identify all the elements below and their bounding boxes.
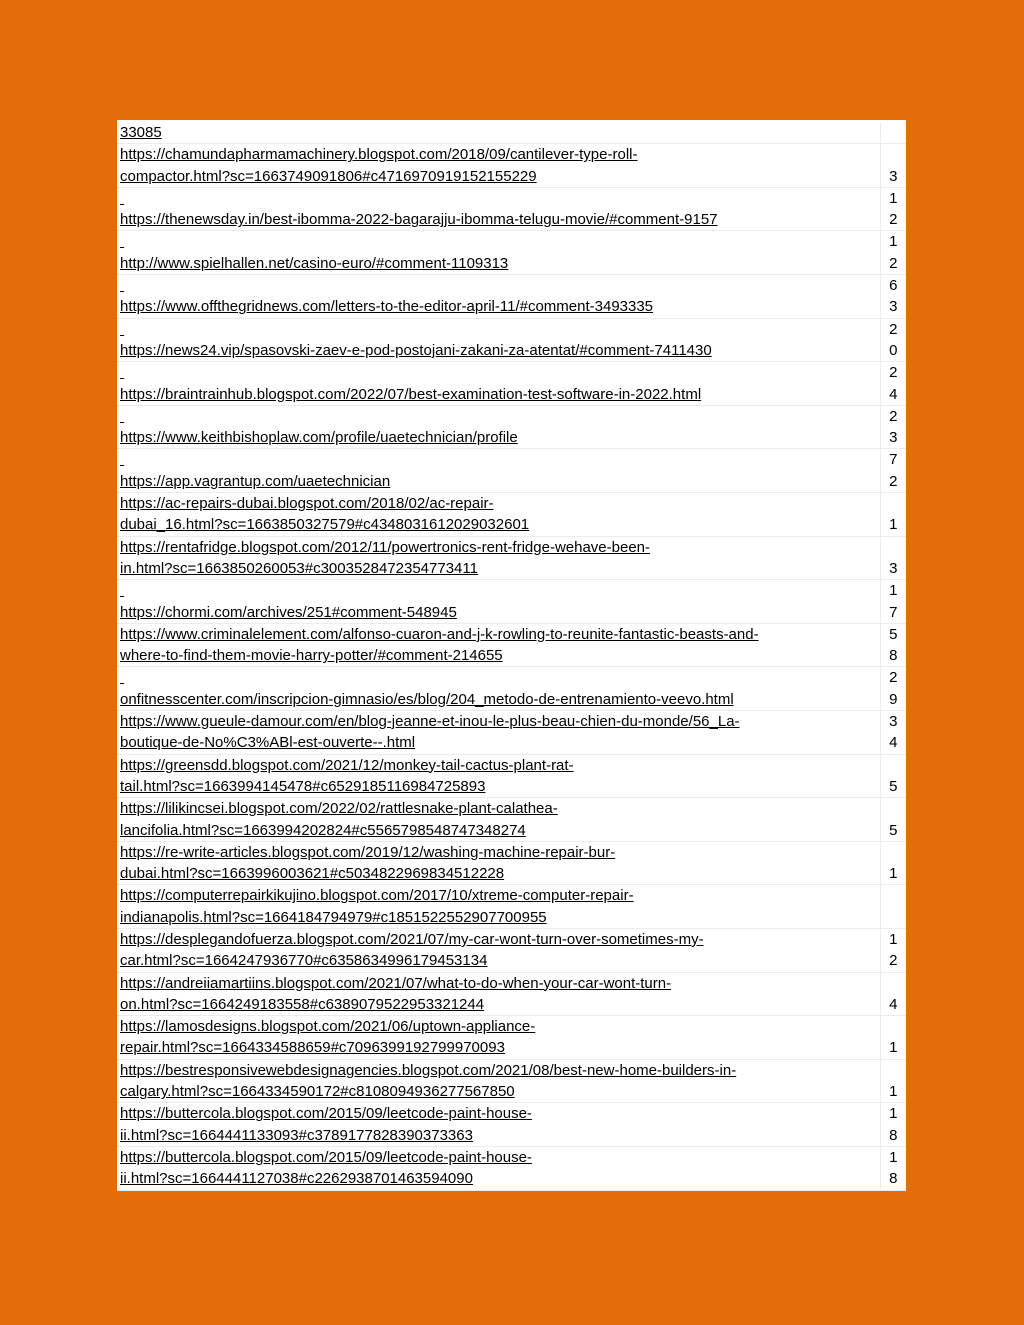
table-row bbox=[117, 841, 906, 885]
url-link[interactable]: https://computerrepairkikujino.blogspot.com/2017/10/xtreme-computer-repair- bbox=[120, 887, 634, 905]
url-cell bbox=[117, 1103, 880, 1147]
url-link[interactable]: https://andreiiamartiins.blogspot.com/2021/07/what-to-do-when-your-car-wont-turn- bbox=[120, 974, 672, 992]
url-link[interactable] bbox=[120, 580, 880, 601]
table-row bbox=[117, 972, 906, 1016]
url-link[interactable]: https://lilikincsei.blogspot.com/2022/02/rattlesnake-plant-calathea- bbox=[120, 800, 558, 818]
count-cell bbox=[880, 798, 906, 842]
count-digit: 5 bbox=[889, 777, 898, 795]
count-cell bbox=[880, 841, 906, 885]
url-link[interactable]: https://greensdd.blogspot.com/2021/12/monkey-tail-cactus-plant-rat- bbox=[120, 756, 574, 774]
url-cell bbox=[117, 536, 880, 580]
count-digit: 0 bbox=[889, 341, 898, 359]
table-row bbox=[117, 449, 906, 493]
url-table bbox=[117, 122, 906, 1191]
url-link[interactable]: https://buttercola.blogspot.com/2015/09/leetcode-paint-house- bbox=[120, 1148, 532, 1166]
count-cell bbox=[880, 144, 906, 188]
count-cell bbox=[880, 1146, 906, 1190]
url-cell bbox=[117, 928, 880, 972]
url-link[interactable]: ii.html?sc=1664441127038#c2262938701463594090 bbox=[120, 1170, 473, 1188]
count-digit bbox=[881, 122, 907, 143]
count-cell bbox=[880, 1016, 906, 1060]
url-link[interactable]: indianapolis.html?sc=1664184794979#c1851522552907700955 bbox=[120, 908, 547, 926]
count-digit: 1 bbox=[889, 582, 898, 600]
count-digit: 2 bbox=[889, 320, 898, 338]
url-link[interactable]: https://desplegandofuerza.blogspot.com/2021/07/my-car-wont-turn-over-sometimes-my- bbox=[120, 930, 704, 948]
count-digit: 4 bbox=[889, 385, 898, 403]
count-digit: 5 bbox=[889, 625, 898, 643]
count-cell bbox=[880, 1103, 906, 1147]
count-cell bbox=[880, 405, 906, 449]
url-link[interactable] bbox=[120, 362, 880, 383]
url-link[interactable]: https://re-write-articles.blogspot.com/2019/12/washing-machine-repair-bur- bbox=[120, 843, 616, 861]
url-link[interactable]: boutique-de-No%C3%ABl-est-ouverte--.html bbox=[120, 734, 416, 752]
url-link[interactable] bbox=[120, 667, 880, 688]
url-link[interactable]: compactor.html?sc=1663749091806#c4716970919152155229 bbox=[120, 167, 537, 185]
count-digit bbox=[881, 907, 907, 928]
count-digit: 4 bbox=[889, 734, 898, 752]
count-digit: 6 bbox=[889, 277, 898, 295]
count-digit: 1 bbox=[889, 1083, 898, 1101]
count-digit: 5 bbox=[889, 821, 898, 839]
count-cell bbox=[880, 928, 906, 972]
url-link[interactable]: https://rentafridge.blogspot.com/2012/11/powertronics-rent-fridge-wehave-been- bbox=[120, 538, 651, 556]
count-digit bbox=[881, 1060, 907, 1081]
count-digit: 3 bbox=[889, 167, 898, 185]
count-digit bbox=[881, 842, 907, 863]
url-link[interactable]: https://bestresponsivewebdesignagencies.blogspot.com/2021/08/best-new-home-builders-in- bbox=[120, 1061, 737, 1079]
count-digit: 1 bbox=[889, 1039, 898, 1057]
count-digit: 3 bbox=[889, 429, 898, 447]
table-row bbox=[117, 1103, 906, 1147]
table-row bbox=[117, 275, 906, 319]
url-link[interactable] bbox=[120, 406, 880, 427]
count-cell bbox=[880, 1059, 906, 1103]
url-cell bbox=[117, 754, 880, 798]
table-row bbox=[117, 1146, 906, 1190]
url-link[interactable]: on.html?sc=1664249183558#c6389079522953321244 bbox=[120, 995, 485, 1013]
url-link[interactable] bbox=[120, 449, 880, 470]
url-link[interactable]: in.html?sc=1663850260053#c3003528472354773411 bbox=[120, 559, 478, 577]
url-link[interactable]: https://thenewsday.in/best-ibomma-2022-bagarajju-ibomma-telugu-movie/#comment-9157 bbox=[120, 211, 718, 229]
count-digit: 2 bbox=[889, 669, 898, 687]
table-row bbox=[117, 754, 906, 798]
count-cell bbox=[880, 275, 906, 319]
count-digit: 2 bbox=[889, 364, 898, 382]
table-row bbox=[117, 144, 906, 188]
url-cell bbox=[117, 885, 880, 929]
count-cell bbox=[880, 493, 906, 537]
count-digit bbox=[881, 537, 907, 558]
table-row bbox=[117, 493, 906, 537]
url-link[interactable] bbox=[120, 188, 880, 209]
url-cell bbox=[117, 972, 880, 1016]
url-cell bbox=[117, 362, 880, 406]
count-digit bbox=[881, 885, 907, 906]
url-link[interactable]: car.html?sc=1664247936770#c6358634996179453134 bbox=[120, 952, 488, 970]
url-link[interactable]: https://buttercola.blogspot.com/2015/09/leetcode-paint-house- bbox=[120, 1105, 532, 1123]
table-row bbox=[117, 122, 906, 144]
url-cell bbox=[117, 1059, 880, 1103]
url-link[interactable]: https://www.criminalelement.com/alfonso-cuaron-and-j-k-rowling-to-reunite-fantastic-beasts-and- bbox=[120, 625, 759, 643]
count-cell bbox=[880, 580, 906, 624]
table-row bbox=[117, 231, 906, 275]
count-digit bbox=[881, 493, 907, 514]
url-cell bbox=[117, 405, 880, 449]
table-row bbox=[117, 623, 906, 667]
count-digit: 3 bbox=[889, 559, 898, 577]
count-digit: 8 bbox=[889, 647, 898, 665]
url-link[interactable]: https://ac-repairs-dubai.blogspot.com/2018/02/ac-repair- bbox=[120, 495, 494, 513]
count-digit: 7 bbox=[889, 603, 898, 621]
table-row bbox=[117, 1059, 906, 1103]
url-cell bbox=[117, 231, 880, 275]
url-link[interactable]: https://www.gueule-damour.com/en/blog-jeanne-et-inou-le-plus-beau-chien-du-monde/56_La- bbox=[120, 713, 740, 731]
count-digit: 1 bbox=[889, 1148, 898, 1166]
url-cell bbox=[117, 711, 880, 755]
table-row bbox=[117, 885, 906, 929]
table-row bbox=[117, 536, 906, 580]
url-link[interactable]: dubai_16.html?sc=1663850327579#c4348031612029032601 bbox=[120, 516, 530, 534]
url-link[interactable] bbox=[120, 275, 880, 296]
count-digit: 1 bbox=[889, 189, 898, 207]
count-digit: 2 bbox=[889, 472, 898, 490]
count-cell bbox=[880, 231, 906, 275]
count-digit bbox=[881, 1016, 907, 1037]
count-cell bbox=[880, 187, 906, 231]
url-cell bbox=[117, 1016, 880, 1060]
count-cell bbox=[880, 711, 906, 755]
count-cell bbox=[880, 362, 906, 406]
url-link[interactable]: dubai.html?sc=1663996003621#c5034822969834512228 bbox=[120, 865, 505, 883]
count-cell bbox=[880, 623, 906, 667]
table-row bbox=[117, 318, 906, 362]
count-digit: 2 bbox=[889, 211, 898, 229]
url-cell bbox=[117, 1146, 880, 1190]
url-cell bbox=[117, 623, 880, 667]
table-row bbox=[117, 362, 906, 406]
table-row bbox=[117, 187, 906, 231]
count-digit bbox=[881, 973, 907, 994]
url-cell bbox=[117, 187, 880, 231]
url-link[interactable] bbox=[120, 319, 880, 340]
count-cell bbox=[880, 972, 906, 1016]
table-row bbox=[117, 1016, 906, 1060]
table-row bbox=[117, 405, 906, 449]
url-link[interactable]: 33085 bbox=[120, 124, 162, 141]
url-link[interactable]: https://www.offthegridnews.com/letters-to-the-editor-april-11/#comment-3493335 bbox=[120, 298, 654, 316]
count-digit: 1 bbox=[889, 233, 898, 251]
count-digit: 1 bbox=[889, 865, 898, 883]
count-cell bbox=[880, 318, 906, 362]
count-cell bbox=[880, 449, 906, 493]
url-cell bbox=[117, 449, 880, 493]
count-digit: 3 bbox=[889, 298, 898, 316]
url-link[interactable]: repair.html?sc=1664334588659#c7096399192799970093 bbox=[120, 1039, 505, 1057]
table-body bbox=[117, 122, 906, 1190]
url-cell bbox=[117, 318, 880, 362]
url-link[interactable]: calgary.html?sc=1664334590172#c8108094936277567850 bbox=[120, 1083, 515, 1101]
url-cell bbox=[117, 580, 880, 624]
count-digit: 1 bbox=[889, 516, 898, 534]
count-digit: 1 bbox=[889, 930, 898, 948]
url-cell bbox=[117, 275, 880, 319]
url-cell bbox=[117, 798, 880, 842]
url-cell bbox=[117, 841, 880, 885]
url-link[interactable]: https://lamosdesigns.blogspot.com/2021/06/uptown-appliance- bbox=[120, 1018, 536, 1036]
count-cell bbox=[880, 754, 906, 798]
table-row bbox=[117, 798, 906, 842]
count-digit: 8 bbox=[889, 1170, 898, 1188]
count-digit: 2 bbox=[889, 952, 898, 970]
table-row bbox=[117, 928, 906, 972]
url-cell bbox=[117, 667, 880, 711]
url-cell bbox=[117, 122, 880, 144]
count-digit bbox=[881, 798, 907, 819]
url-link[interactable]: https://news24.vip/spasovski-zaev-e-pod-postojani-zakani-za-atentat/#comment-7411430 bbox=[120, 341, 712, 359]
url-link[interactable]: onfitnesscenter.com/inscripcion-gimnasio/es/blog/204_metodo-de-entrenamiento-veevo.html bbox=[120, 690, 734, 708]
count-digit: 7 bbox=[889, 451, 898, 469]
table-row bbox=[117, 580, 906, 624]
url-link[interactable]: https://chormi.com/archives/251#comment-548945 bbox=[120, 603, 457, 621]
count-digit: 1 bbox=[889, 1105, 898, 1123]
count-cell bbox=[880, 122, 906, 144]
url-link[interactable]: where-to-find-them-movie-harry-potter/#comment-214655 bbox=[120, 647, 503, 665]
table-row bbox=[117, 667, 906, 711]
url-link[interactable]: ii.html?sc=1664441133093#c3789177828390373363 bbox=[120, 1126, 473, 1144]
count-digit: 9 bbox=[889, 690, 898, 708]
count-cell bbox=[880, 536, 906, 580]
count-cell bbox=[880, 667, 906, 711]
table-row bbox=[117, 711, 906, 755]
count-digit bbox=[881, 755, 907, 776]
url-link[interactable]: https://www.keithbishoplaw.com/profile/uaetechnician/profile bbox=[120, 429, 518, 447]
url-cell bbox=[117, 493, 880, 537]
url-link[interactable] bbox=[120, 231, 880, 252]
url-cell bbox=[117, 144, 880, 188]
count-digit: 2 bbox=[889, 407, 898, 425]
url-link[interactable]: https://app.vagrantup.com/uaetechnician bbox=[120, 472, 391, 490]
count-digit: 3 bbox=[889, 713, 898, 731]
url-link[interactable]: http://www.spielhallen.net/casino-euro/#comment-1109313 bbox=[120, 254, 509, 272]
count-digit bbox=[881, 144, 907, 165]
url-link[interactable]: https://braintrainhub.blogspot.com/2022/07/best-examination-test-software-in-2022.html bbox=[120, 385, 702, 403]
spreadsheet-page bbox=[117, 120, 906, 1191]
url-link[interactable]: lancifolia.html?sc=1663994202824#c5565798548747348274 bbox=[120, 821, 526, 839]
count-cell bbox=[880, 885, 906, 929]
count-digit: 4 bbox=[889, 995, 898, 1013]
url-link[interactable]: tail.html?sc=1663994145478#c6529185116984725893 bbox=[120, 777, 486, 795]
count-digit: 2 bbox=[889, 254, 898, 272]
url-link[interactable]: https://chamundapharmamachinery.blogspot.com/2018/09/cantilever-type-roll- bbox=[120, 146, 638, 164]
count-digit: 8 bbox=[889, 1126, 898, 1144]
